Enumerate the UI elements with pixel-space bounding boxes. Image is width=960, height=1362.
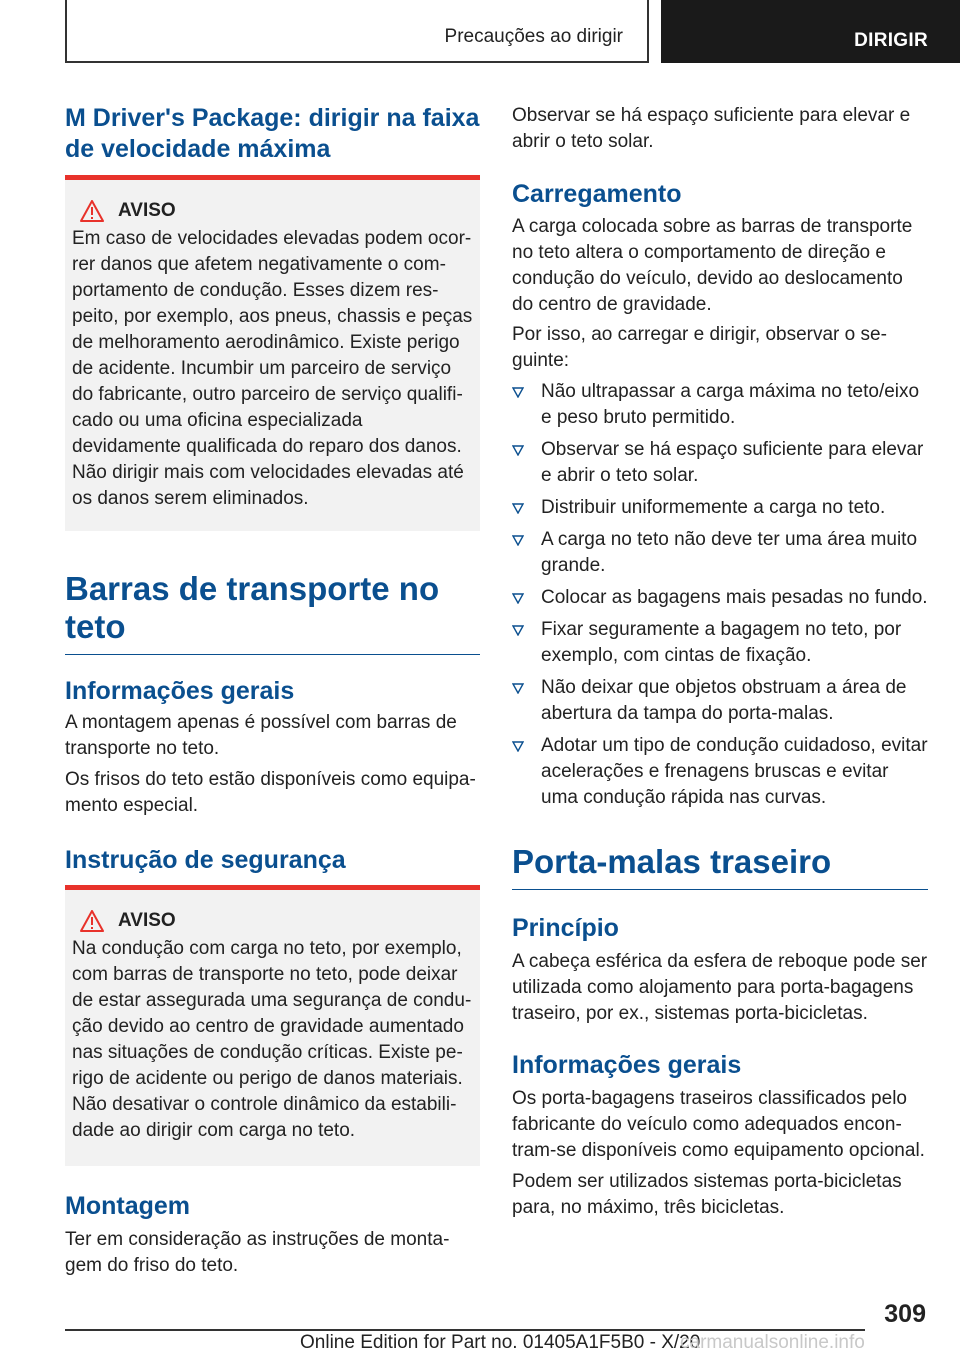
mounting-paragraph: Ter em consideração as instruções de montagem do friso do teto. [65,1229,450,1276]
triangle-bullet-icon [512,624,524,636]
footer-divider [65,1329,865,1331]
mdriver-heading: M Driver's Package: dirigir na faixa de velocidade máxima [65,104,480,163]
warning-box-roof-load [65,885,480,1166]
edition-note: Online Edition for Part no. 01405A1F5B0 - X/20 [300,1332,701,1353]
list-item-text: Adotar um tipo de condução cuidadoso, evitar acelerações e frenagens bruscas e evitar uma condução rápida nas curvas. [541,735,928,808]
list-item [512,379,928,431]
list-item [512,437,928,489]
list-item-text: Não ultrapassar a carga máxima no teto/eixo e peso bruto permitido. [541,381,920,428]
list-item [512,617,928,669]
triangle-bullet-icon [512,386,524,398]
chapter-title: DIRIGIR [854,30,928,51]
principle-paragraph: A cabeça esférica da esfera de reboque pode ser utilizada como alojamento para porta-bagagens traseiro, por ex., sistemas porta-bicicletas. [512,951,928,1024]
triangle-bullet-icon [512,592,524,604]
warning-title: AVISO [118,910,176,931]
warning-text: Em caso de velocidades elevadas podem ocorrer danos que afetem negativamente o comportamento de condução. Esses dizem respeito, por exemplo, aos pneus, chassis e peças de melhoramento aerodinâmico. Existe perigo de acidente. Incumbir um parceiro de serviço do fabricante, outro parceiro de serviço qualificado ou uma oficina especializada devidamente qualificada do reparo dos danos. Não dirigir mais com velocidades elevadas até os danos serem eliminados. [72,228,473,509]
list-item-text: Não deixar que objetos obstruam a área de abertura da tampa do porta-malas. [541,677,907,724]
page-number: 309 [884,1300,926,1328]
list-item [512,733,928,811]
sunroof-paragraph: Observar se há espaço suficiente para elevar e abrir o teto solar. [512,105,911,152]
triangle-bullet-icon [512,502,524,514]
chapter-tab [661,0,960,63]
list-item-text: Fixar seguramente a bagagem no teto, por exemplo, com cintas de fixação. [541,619,902,666]
mounting-heading: Montagem [65,1192,190,1220]
list-item [512,495,928,521]
list-item [512,585,928,611]
warning-triangle-icon [80,910,104,932]
general-info-paragraph-1: A montagem apenas é possível com barras de transporte no teto. [65,712,457,759]
loading-paragraph-2: Por isso, ao carregar e dirigir, observar o seguinte: [512,324,887,371]
loading-instructions-list [512,379,928,817]
list-item [512,675,928,727]
section-title: Precauções ao dirigir [444,26,623,47]
loading-paragraph-1: A carga colocada sobre as barras de transporte no teto altera o comportamento de direção e condução do veículo, devido ao deslocamento do centro de gravidade. [512,216,913,315]
loading-heading: Carregamento [512,180,682,208]
general-info-2-paragraph-1: Os porta-bagagens traseiros classificados pelo fabricante do veículo como adequados encontram-se disponíveis como equipamento opcional. [512,1088,925,1161]
general-info-paragraph-2: Os frisos do teto estão disponíveis como equipamento especial. [65,769,476,816]
list-item-text: Observar se há espaço suficiente para elevar e abrir o teto solar. [541,439,924,486]
general-info-2-paragraph-2: Podem ser utilizados sistemas porta-bicicletas para, no máximo, três bicicletas. [512,1171,902,1218]
safety-heading: Instrução de segurança [65,846,346,874]
warning-triangle-icon [80,200,104,222]
triangle-bullet-icon [512,534,524,546]
warning-title: AVISO [118,200,176,221]
triangle-bullet-icon [512,444,524,456]
list-item-text: Colocar as bagagens mais pesadas no fundo. [541,587,928,608]
list-item-text: A carga no teto não deve ter uma área muito grande. [541,529,918,576]
principle-heading: Princípio [512,914,619,942]
roof-bars-heading: Barras de transporte no teto [65,570,480,655]
watermark: carmanualsonline.info [680,1332,865,1353]
triangle-bullet-icon [512,682,524,694]
general-info-heading: Informações gerais [65,677,295,705]
triangle-bullet-icon [512,740,524,752]
trunk-heading: Porta-malas traseiro [512,843,928,890]
warning-text: Na condução com carga no teto, por exemplo, com barras de transporte no teto, pode deixar de estar assegurada uma segurança de condução devido ao centro de gravidade aumentado nas situações de condução críticas. Existe perigo de acidente ou perigo de danos materiais. Não desativar o controle dinâmico da estabilidade ao dirigir com carga no teto. [72,938,472,1141]
general-info-2-heading: Informações gerais [512,1051,742,1079]
running-header [65,0,649,63]
list-item-text: Distribuir uniformemente a carga no teto. [541,497,886,518]
list-item [512,527,928,579]
warning-box-speed [65,175,480,531]
